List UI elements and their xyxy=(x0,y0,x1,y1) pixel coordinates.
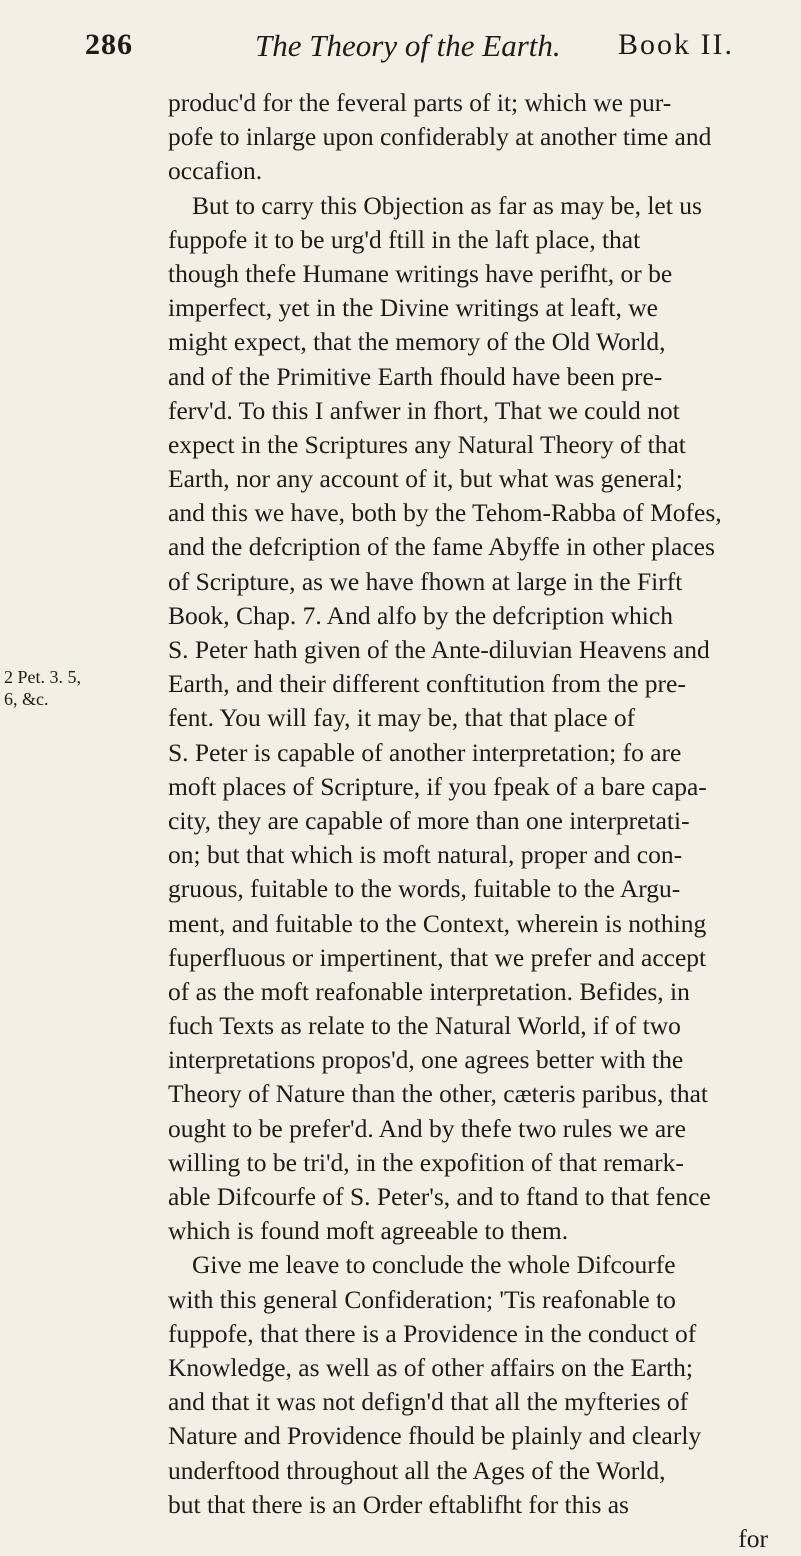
text-line: occafion. xyxy=(168,156,263,186)
text-line: Earth, and their different conftitution from the pre- xyxy=(168,669,686,699)
text-line: Theory of Nature than the other, cæteris paribus, that xyxy=(168,1079,708,1109)
body-text xyxy=(168,86,776,1556)
text-line: fuppofe it to be urg'd ftill in the laft place, that xyxy=(168,224,641,254)
text-line: gruous, fuitable to the words, fuitable to the Argu- xyxy=(168,874,681,904)
text-line: underftood throughout all the Ages of the World, xyxy=(168,1455,666,1485)
text-line: and of the Primitive Earth fhould have been pre- xyxy=(168,361,663,391)
text-line: But to carry this Objection as far as may be, let us xyxy=(192,190,702,220)
text-line: Give me leave to conclude the whole Difcourfe xyxy=(192,1250,676,1280)
margin-note-line: 2 Pet. 3. 5, xyxy=(4,667,82,687)
text-line: of as the moft reafonable interpretation. Befides, in xyxy=(168,976,690,1006)
text-line: fent. You will fay, it may be, that that place of xyxy=(168,703,636,733)
text-line: pofe to inlarge upon confiderably at another time and xyxy=(168,122,712,152)
text-line: able Difcourfe of S. Peter's, and to ftand to that fence xyxy=(168,1182,711,1211)
text-line: willing to be tri'd, in the expofition of that remark- xyxy=(168,1147,684,1177)
text-line: moft places of Scripture, if you fpeak of a bare capa- xyxy=(168,771,707,801)
text-line: ferv'd. To this I anfwer in fhort, That we could not xyxy=(168,395,680,425)
text-line: expect in the Scriptures any Natural Theory of that xyxy=(168,429,686,459)
text-line: of Scripture, as we have fhown at large in the Firft xyxy=(168,566,683,596)
text-line: and that it was not defign'd that all the myfteries of xyxy=(168,1387,689,1417)
text-line: Nature and Providence fhould be plainly and clearly xyxy=(168,1421,702,1451)
text-line: though thefe Humane writings have perifht, or be xyxy=(168,258,673,288)
text-line: might expect, that the memory of the Old World, xyxy=(168,327,666,357)
text-line: which is found moft agreeable to them. xyxy=(168,1216,569,1246)
text-line: interpretations propos'd, one agrees better with the xyxy=(168,1045,684,1075)
text-line: and the defcription of the fame Abyffe in other places xyxy=(168,532,715,562)
running-title: The Theory of the Earth. xyxy=(255,28,561,63)
text-line: produc'd for the feveral parts of it; which we pur- xyxy=(168,88,672,117)
text-line: ought to be prefer'd. And by thefe two rules we are xyxy=(168,1113,686,1143)
text-line: imperfect, yet in the Divine writings at leaft, we xyxy=(168,293,659,323)
text-line: fuperfluous or impertinent, that we prefer and accept xyxy=(168,942,707,972)
text-line: ment, and fuitable to the Context, wherein is nothing xyxy=(168,908,707,938)
catchword: for xyxy=(738,1523,768,1553)
text-line: Knowledge, as well as of other affairs on the Earth; xyxy=(168,1352,693,1382)
text-line: but that there is an Order eftablifht for this as xyxy=(168,1489,629,1519)
margin-note xyxy=(4,666,164,710)
text-line: fuppofe, that there is a Providence in the conduct of xyxy=(168,1318,697,1348)
text-line: and this we have, both by the Tehom-Rabba of Mofes, xyxy=(168,498,722,528)
text-line: Book, Chap. 7. And alfo by the defcription which xyxy=(168,600,673,630)
margin-note-line: 6, &c. xyxy=(4,689,49,709)
page-header xyxy=(0,28,801,72)
text-line: on; but that which is moft natural, proper and con- xyxy=(168,840,683,870)
text-line: Earth, nor any account of it, but what was general; xyxy=(168,464,683,494)
text-line: S. Peter hath given of the Ante-diluvian Heavens and xyxy=(168,635,710,664)
book-label: Book II. xyxy=(618,28,734,61)
page-number: 286 xyxy=(85,28,133,61)
text-line: city, they are capable of more than one interpretati- xyxy=(168,805,690,835)
text-line: S. Peter is capable of another interpretation; fo are xyxy=(168,737,682,767)
text-line: with this general Confideration; 'Tis reafonable to xyxy=(168,1284,676,1314)
text-line: fuch Texts as relate to the Natural World, if of two xyxy=(168,1011,681,1041)
